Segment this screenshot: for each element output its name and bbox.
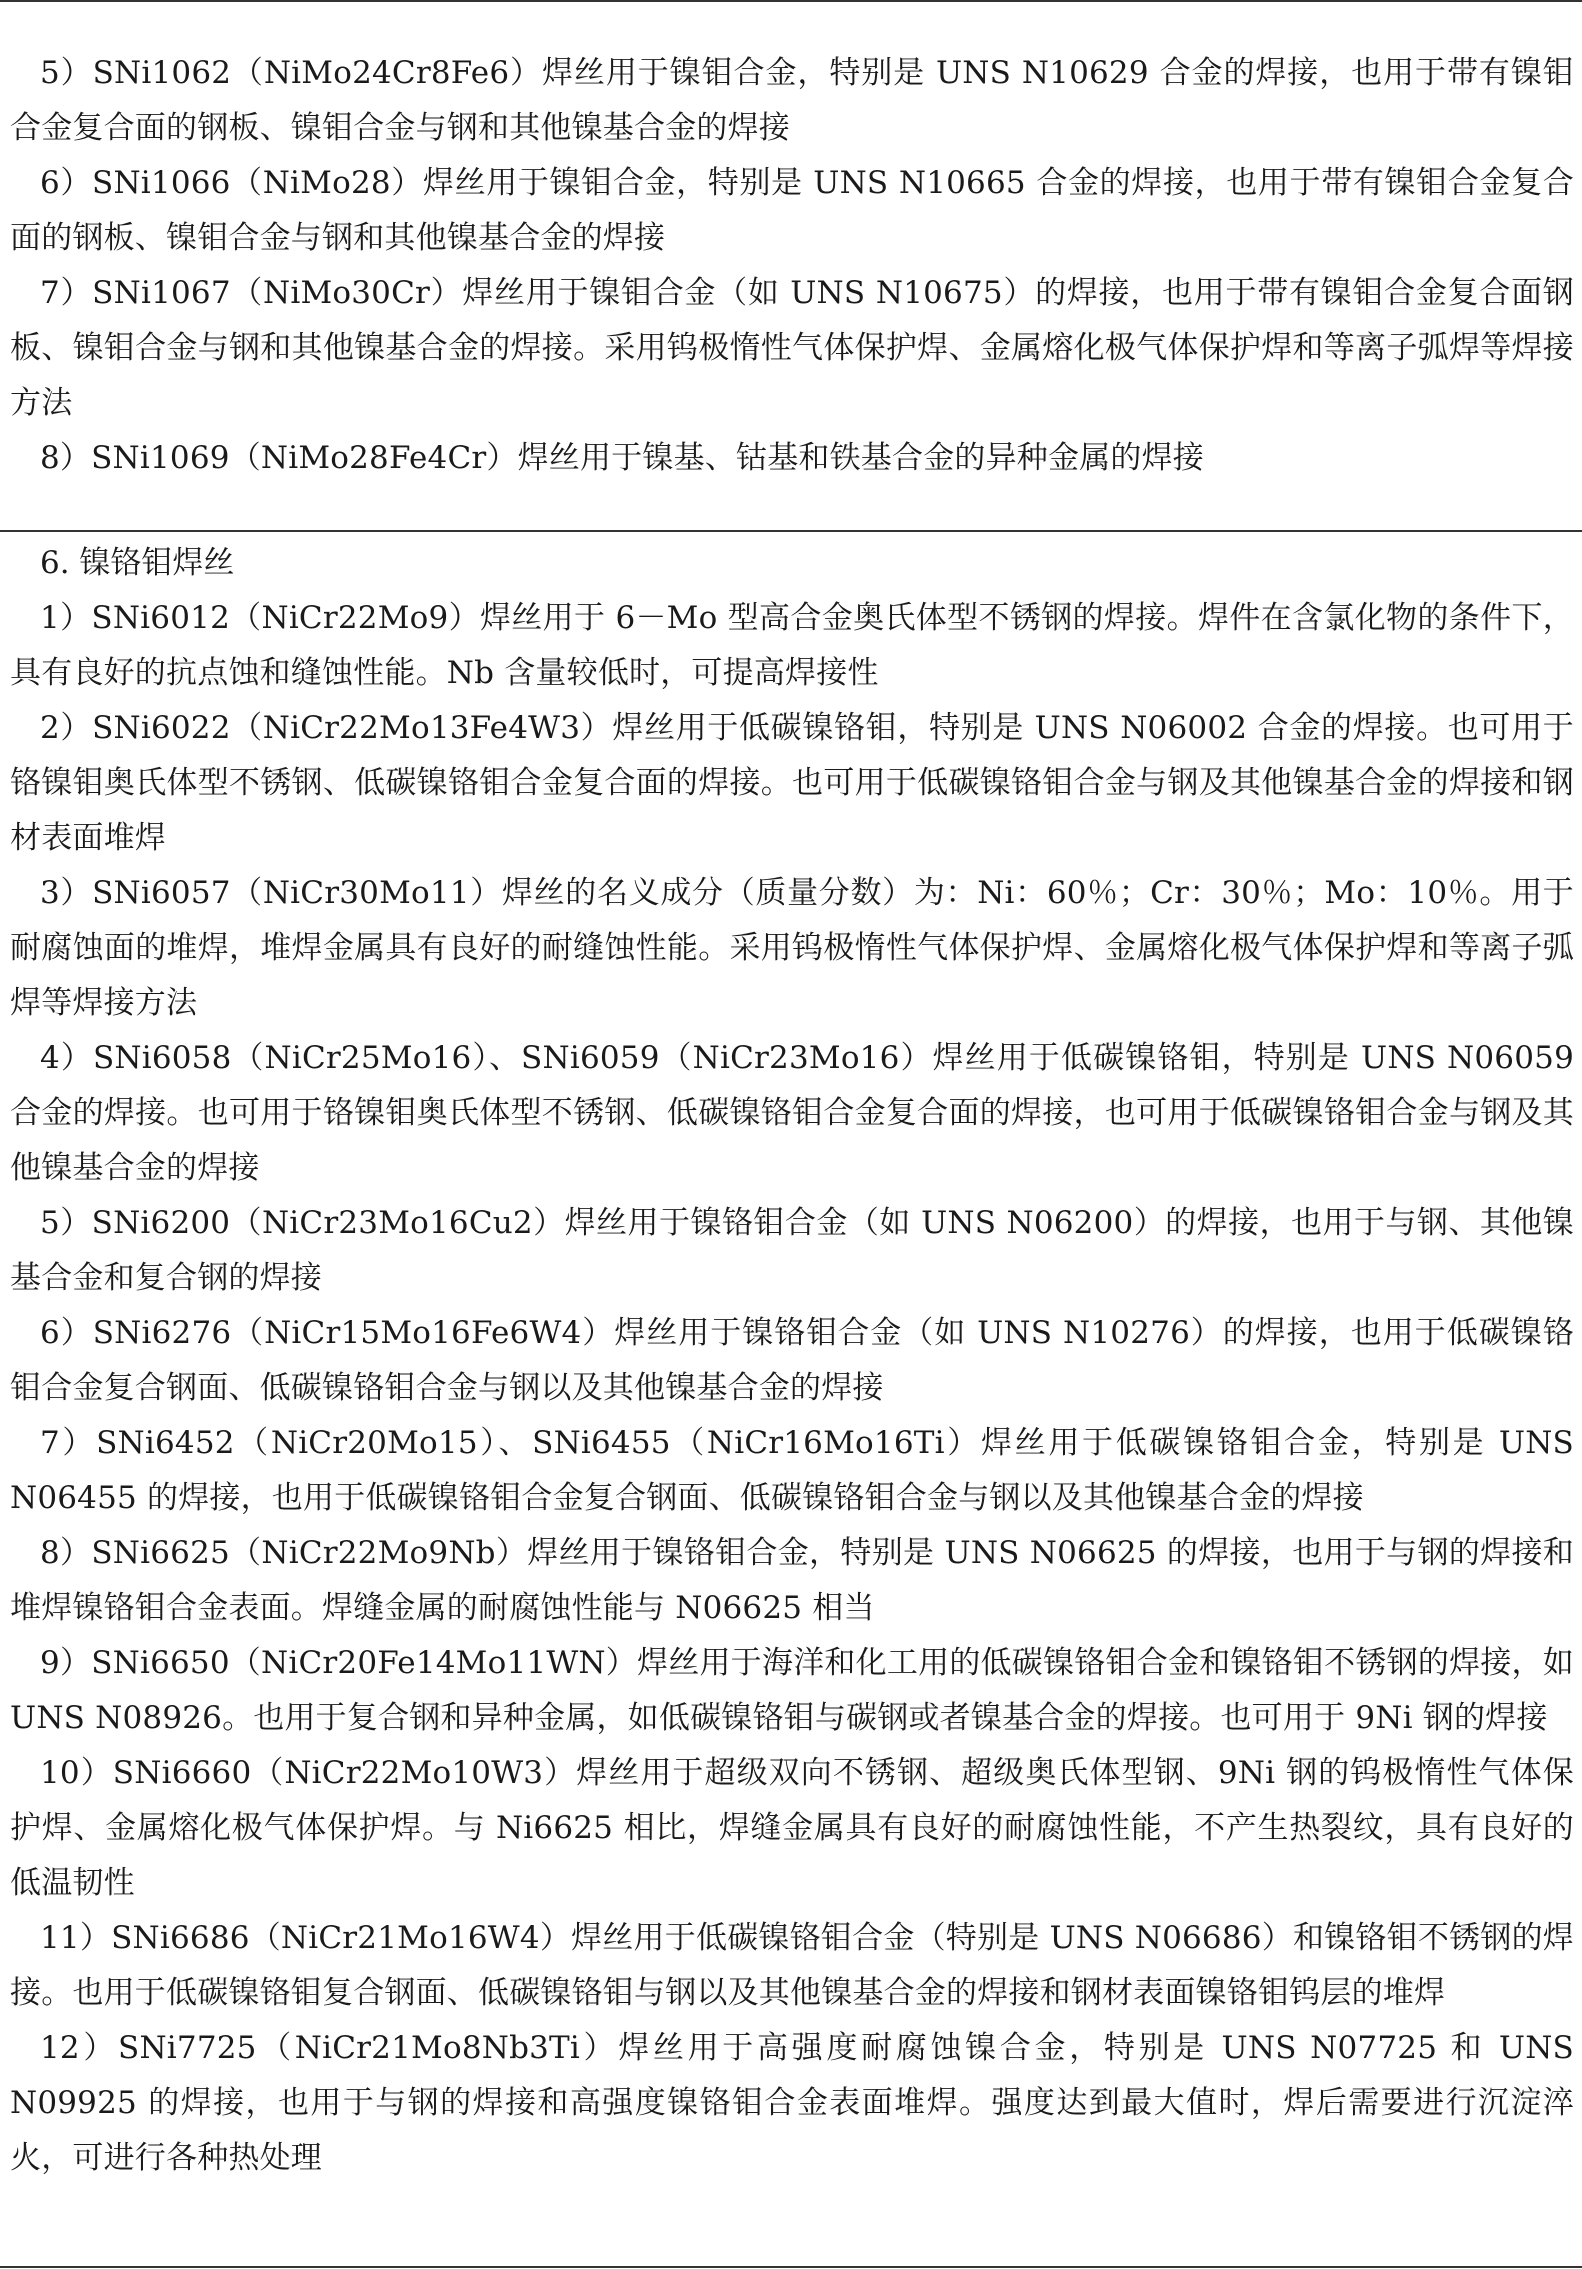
item-sni1069: 8）SNi1069（NiMo28Fe4Cr）焊丝用于镍基、钴基和铁基合金的异种金属的焊接 [40,440,1205,476]
item-sni6452-sni6455: 7）SNi6452（NiCr20Mo15）、SNi6455（NiCr16Mo16Ti）焊丝用于低碳镍铬钼合金，特别是 UNS N06455 的焊接，也用于低碳镍铬钼合金复合钢面、低碳镍铬钼合金与钢以及其他镍基合金的焊接 [10,1425,1574,1516]
item-sni6057: 3）SNi6057（NiCr30Mo11）焊丝的名义成分（质量分数）为：Ni：60％；Cr：30％；Mo：10％。用于耐腐蚀面的堆焊，堆焊金属具有良好的耐缝蚀性能。采用钨极惰性气体保护焊、金属熔化极气体保护焊和等离子弧焊等焊接方法 [10,875,1574,1021]
item-sni6650: 9）SNi6650（NiCr20Fe14Mo11WN）焊丝用于海洋和化工用的低碳镍铬钼合金和镍铬钼不锈钢的焊接，如 UNS N08926。也用于复合钢和异种金属，如低碳镍铬钼与碳钢或者镍基合金的焊接。也可用于 9Ni 钢的焊接 [10,1645,1574,1736]
section-nickel-chromium-molybdenum [10,536,1574,2186]
item-sni1067: 7）SNi1067（NiMo30Cr）焊丝用于镍钼合金（如 UNS N10675）的焊接，也用于带有镍钼合金复合面钢板、镍钼合金与钢和其他镍基合金的焊接。采用钨极惰性气体保护焊、金属熔化极气体保护焊和等离子弧焊等焊接方法 [10,275,1574,421]
item-sni6022: 2）SNi6022（NiCr22Mo13Fe4W3）焊丝用于低碳镍铬钼，特别是 UNS N06002 合金的焊接。也可用于铬镍钼奥氏体型不锈钢、低碳镍铬钼合金复合面的焊接。也可用于低碳镍铬钼合金与钢及其他镍基合金的焊接和钢材表面堆焊 [10,710,1574,856]
section-nickel-molybdenum-continued [10,46,1574,486]
item-sni6660: 10）SNi6660（NiCr22Mo10W3）焊丝用于超级双向不锈钢、超级奥氏体型钢、9Ni 钢的钨极惰性气体保护焊、金属熔化极气体保护焊。与 Ni6625 相比，焊缝金属具有良好的耐腐蚀性能，不产生热裂纹，具有良好的低温韧性 [10,1755,1574,1901]
section-divider [0,530,1582,532]
bottom-rule [0,2266,1582,2268]
item-sni6686: 11）SNi6686（NiCr21Mo16W4）焊丝用于低碳镍铬钼合金（特别是 UNS N06686）和镍铬钼不锈钢的焊接。也用于低碳镍铬钼复合钢面、低碳镍铬钼与钢以及其他镍基合金的焊接和钢材表面镍铬钼钨层的堆焊 [10,1920,1574,2011]
item-sni1062: 5）SNi1062（NiMo24Cr8Fe6）焊丝用于镍钼合金，特别是 UNS N10629 合金的焊接，也用于带有镍钼合金复合面的钢板、镍钼合金与钢和其他镍基合金的焊接 [10,55,1574,146]
item-sni6625: 8）SNi6625（NiCr22Mo9Nb）焊丝用于镍铬钼合金，特别是 UNS N06625 的焊接，也用于与钢的焊接和堆焊镍铬钼合金表面。焊缝金属的耐腐蚀性能与 N06625 相当 [10,1535,1574,1626]
top-rule [0,0,1582,2]
item-sni1066: 6）SNi1066（NiMo28）焊丝用于镍钼合金，特别是 UNS N10665 合金的焊接，也用于带有镍钼合金复合面的钢板、镍钼合金与钢和其他镍基合金的焊接 [10,165,1574,256]
section-heading: 6. 镍铬钼焊丝 [40,545,235,581]
item-sni6012: 1）SNi6012（NiCr22Mo9）焊丝用于 6－Mo 型高合金奥氏体型不锈钢的焊接。焊件在含氯化物的条件下，具有良好的抗点蚀和缝蚀性能。Nb 含量较低时，可提高焊接性 [10,600,1574,691]
item-sni6058-sni6059: 4）SNi6058（NiCr25Mo16）、SNi6059（NiCr23Mo16）焊丝用于低碳镍铬钼，特别是 UNS N06059 合金的焊接。也可用于铬镍钼奥氏体型不锈钢、低碳镍铬钼合金复合面的焊接，也可用于低碳镍铬钼合金与钢及其他镍基合金的焊接 [10,1040,1574,1186]
item-sni6276: 6）SNi6276（NiCr15Mo16Fe6W4）焊丝用于镍铬钼合金（如 UNS N10276）的焊接，也用于低碳镍铬钼合金复合钢面、低碳镍铬钼合金与钢以及其他镍基合金的焊接 [10,1315,1574,1406]
item-sni7725: 12）SNi7725（NiCr21Mo8Nb3Ti）焊丝用于高强度耐腐蚀镍合金，特别是 UNS N07725 和 UNS N09925 的焊接，也用于与钢的焊接和高强度镍铬钼合金表面堆焊。强度达到最大值时，焊后需要进行沉淀淬火，可进行各种热处理 [10,2030,1574,2176]
item-sni6200: 5）SNi6200（NiCr23Mo16Cu2）焊丝用于镍铬钼合金（如 UNS N06200）的焊接，也用于与钢、其他镍基合金和复合钢的焊接 [10,1205,1574,1296]
